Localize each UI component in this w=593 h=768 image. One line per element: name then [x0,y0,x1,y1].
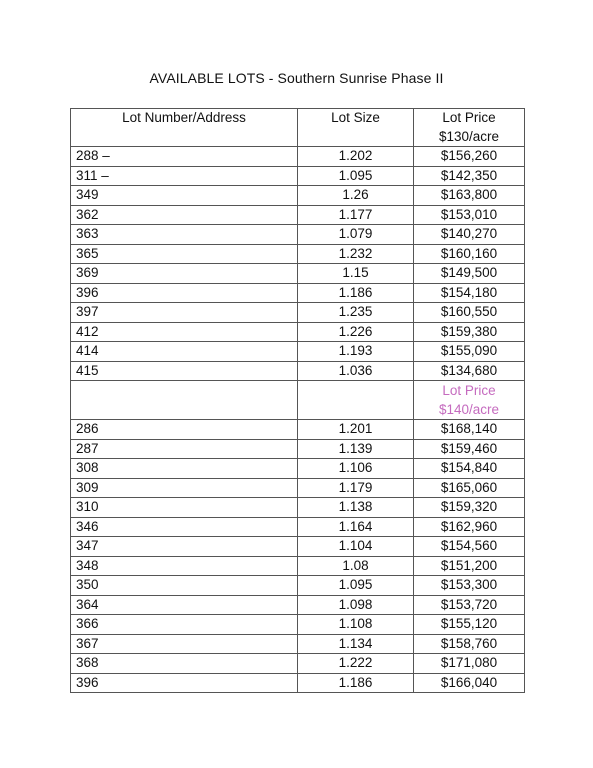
lot-price-cell: $160,160 [414,244,525,264]
lot-size-cell: 1.106 [298,459,414,479]
lot-size-cell: 1.232 [298,244,414,264]
table-header-row [71,109,525,147]
subheader-lot-price-rate: $140/acre [438,402,500,417]
subheader-empty-size [298,381,414,420]
lot-size-cell: 1.193 [298,342,414,362]
lot-price-cell: $166,040 [414,673,525,693]
table-row [71,478,525,498]
lot-number-cell: 362 [71,205,298,225]
page-title: AVAILABLE LOTS - Southern Sunrise Phase II [149,70,444,86]
lot-number-cell: 365 [71,244,298,264]
table-row [71,556,525,576]
lot-number-cell: 346 [71,517,298,537]
lot-size-cell: 1.036 [298,361,414,381]
header-lot-number: Lot Number/Address [71,109,298,147]
lot-price-cell: $159,380 [414,322,525,342]
table-row [71,595,525,615]
lot-size-cell: 1.08 [298,556,414,576]
available-lots-table [70,108,525,693]
lot-number-cell: 364 [71,595,298,615]
lot-price-cell: $142,350 [414,166,525,186]
header-lot-price-label: Lot Price [442,110,496,125]
lot-price-cell: $159,320 [414,498,525,518]
header-lot-price [414,109,525,147]
lot-number-cell: 397 [71,303,298,323]
lot-size-cell: 1.179 [298,478,414,498]
lot-size-cell: 1.222 [298,654,414,674]
table-row [71,244,525,264]
subheader-empty-lot [71,381,298,420]
lot-price-cell: $154,180 [414,283,525,303]
table-row [71,439,525,459]
lot-size-cell: 1.26 [298,186,414,206]
lot-price-cell: $140,270 [414,225,525,245]
lot-number-cell: 415 [71,361,298,381]
table-row [71,576,525,596]
lot-price-cell: $162,960 [414,517,525,537]
lot-size-cell: 1.134 [298,634,414,654]
lot-price-cell: $154,840 [414,459,525,479]
section-130-per-acre [71,147,525,381]
table-row [71,517,525,537]
table-row [71,673,525,693]
lot-size-cell: 1.104 [298,537,414,557]
lot-number-cell: 308 [71,459,298,479]
lot-price-cell: $160,550 [414,303,525,323]
lot-price-cell: $153,720 [414,595,525,615]
lot-price-cell: $165,060 [414,478,525,498]
lot-number-cell: 363 [71,225,298,245]
header-lot-price-rate: $130/acre [438,128,500,144]
table-row [71,615,525,635]
lot-number-cell: 288 – [71,147,298,167]
table-row [71,322,525,342]
table-row [71,459,525,479]
lot-size-cell: 1.095 [298,166,414,186]
table-row [71,225,525,245]
subheader-row [71,381,525,420]
subheader-lot-price [414,381,525,420]
table-row [71,537,525,557]
lot-size-cell: 1.177 [298,205,414,225]
lot-number-cell: 368 [71,654,298,674]
lot-price-cell: $155,120 [414,615,525,635]
subheader-lot-price-label: Lot Price [442,383,496,398]
table-row [71,498,525,518]
section-140-per-acre-header [71,381,525,420]
lot-number-cell: 367 [71,634,298,654]
table-row [71,634,525,654]
lot-size-cell: 1.139 [298,439,414,459]
lot-price-cell: $154,560 [414,537,525,557]
lot-number-cell: 287 [71,439,298,459]
lot-size-cell: 1.202 [298,147,414,167]
table-row [71,283,525,303]
lot-size-cell: 1.079 [298,225,414,245]
lot-number-cell: 369 [71,264,298,284]
lot-number-cell: 414 [71,342,298,362]
lot-number-cell: 347 [71,537,298,557]
lot-size-cell: 1.201 [298,420,414,440]
lot-size-cell: 1.15 [298,264,414,284]
table-row [71,303,525,323]
lot-price-cell: $156,260 [414,147,525,167]
lot-size-cell: 1.226 [298,322,414,342]
lot-number-cell: 348 [71,556,298,576]
lot-size-cell: 1.186 [298,673,414,693]
lot-size-cell: 1.186 [298,283,414,303]
lot-price-cell: $153,010 [414,205,525,225]
lot-price-cell: $158,760 [414,634,525,654]
lot-number-cell: 366 [71,615,298,635]
lot-size-cell: 1.235 [298,303,414,323]
lot-number-cell: 309 [71,478,298,498]
lot-size-cell: 1.095 [298,576,414,596]
lot-price-cell: $134,680 [414,361,525,381]
lot-price-cell: $159,460 [414,439,525,459]
lot-number-cell: 286 [71,420,298,440]
lot-price-cell: $168,140 [414,420,525,440]
lot-number-cell: 310 [71,498,298,518]
lot-number-cell: 412 [71,322,298,342]
table-row [71,186,525,206]
table-row [71,264,525,284]
header-lot-size: Lot Size [298,109,414,147]
lot-price-cell: $149,500 [414,264,525,284]
lot-size-cell: 1.164 [298,517,414,537]
lot-number-cell: 311 – [71,166,298,186]
table-row [71,654,525,674]
table-row [71,420,525,440]
lot-number-cell: 396 [71,673,298,693]
lot-number-cell: 350 [71,576,298,596]
table-row [71,205,525,225]
table-row [71,361,525,381]
lot-price-cell: $171,080 [414,654,525,674]
lot-price-cell: $153,300 [414,576,525,596]
lot-size-cell: 1.108 [298,615,414,635]
lot-size-cell: 1.098 [298,595,414,615]
table-row [71,147,525,167]
lot-price-cell: $151,200 [414,556,525,576]
lot-price-cell: $163,800 [414,186,525,206]
table-row [71,342,525,362]
lot-price-cell: $155,090 [414,342,525,362]
section-140-per-acre [71,420,525,693]
lot-size-cell: 1.138 [298,498,414,518]
table-row [71,166,525,186]
lot-number-cell: 349 [71,186,298,206]
lot-number-cell: 396 [71,283,298,303]
